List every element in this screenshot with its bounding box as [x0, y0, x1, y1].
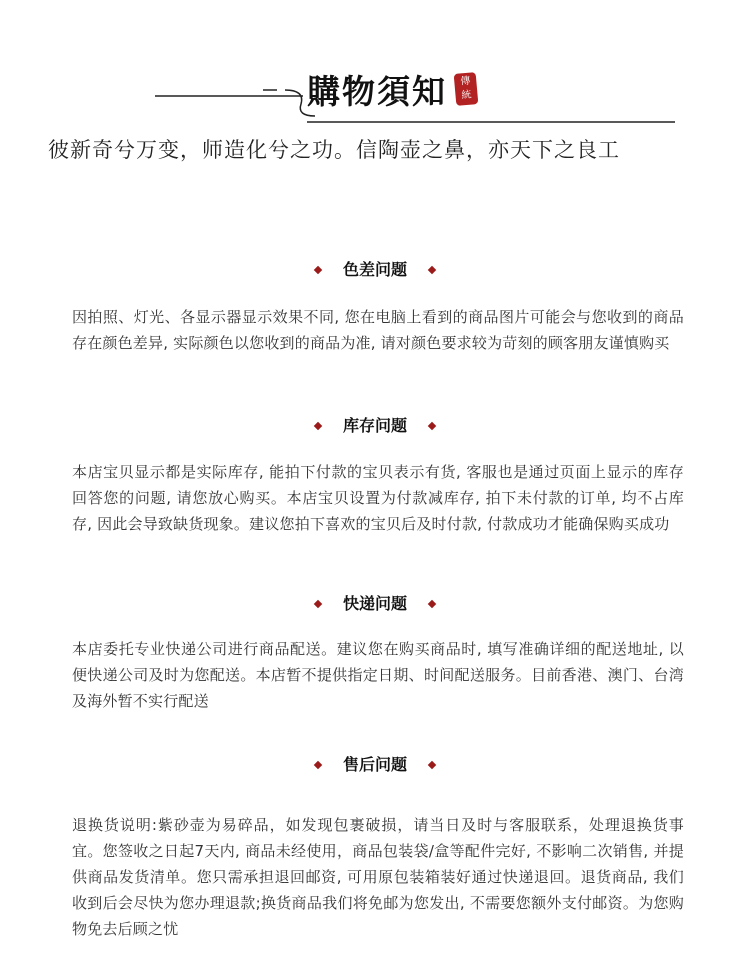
diamond-icon — [314, 600, 322, 608]
seal-stamp — [454, 72, 479, 106]
diamond-icon — [428, 761, 436, 769]
diamond-icon — [428, 600, 436, 608]
diamond-icon — [428, 266, 436, 274]
section-heading-delivery — [0, 592, 750, 616]
page-title: 購物須知 — [307, 72, 447, 111]
section-body-after-sales: 退换货说明:紫砂壶为易碎品，如发现包裹破损，请当日及时与客服联系，处理退换货事宜。您签收之日起7天内, 商品未经使用，商品包装袋/盒等配件完好, 不影响二次销售, 并提供商品发货清单。您只需承担退回邮资, 可用原包装箱装好通过快递退回。退货商品, 我们收到后会尽快为您办理退款;换货商品我们将免邮为您发出, 不需要您额外支付邮资。为您购物免去后顾之忧 — [72, 816, 684, 938]
section-title: 快递问题 — [342, 594, 407, 613]
section-body-inventory: 本店宝贝显示都是实际库存, 能拍下付款的宝贝表示有货, 客服也是通过页面上显示的库存回答您的问题, 请您放心购买。本店宝贝设置为付款减库存, 拍下未付款的订单, 均不占库存, 因此会导致缺货现象。建议您拍下喜欢的宝贝后及时付款, 付款成功才能确保购买成功 — [72, 463, 684, 533]
diamond-icon — [428, 422, 436, 430]
section-heading-color-difference — [0, 258, 750, 282]
motto-text: 彼新奇兮万变，师造化兮之功。信陶壶之鼻，亦天下之良工 — [48, 138, 620, 162]
section-title: 售后问题 — [342, 755, 407, 774]
section-heading-after-sales — [0, 753, 750, 777]
seal-char-1: 傳 — [459, 75, 471, 88]
section-title: 库存问题 — [342, 416, 407, 435]
seal-char-2: 統 — [461, 89, 473, 102]
section-title: 色差问题 — [342, 260, 407, 279]
section-heading-inventory — [0, 414, 750, 438]
section-body-delivery: 本店委托专业快递公司进行商品配送。建议您在购买商品时, 填写准确详细的配送地址, 以便快递公司及时为您配送。本店暂不提供指定日期、时间配送服务。目前香港、澳门、台湾及海外暂不实行配送 — [72, 640, 684, 710]
section-body-color-difference: 因拍照、灯光、各显示器显示效果不同, 您在电脑上看到的商品图片可能会与您收到的商品存在颜色差异, 实际颜色以您收到的商品为准, 请对颜色要求较为苛刻的顾客朋友谨慎购买 — [72, 308, 684, 352]
header — [0, 0, 750, 180]
diamond-icon — [314, 266, 322, 274]
diamond-icon — [314, 761, 322, 769]
diamond-icon — [314, 422, 322, 430]
